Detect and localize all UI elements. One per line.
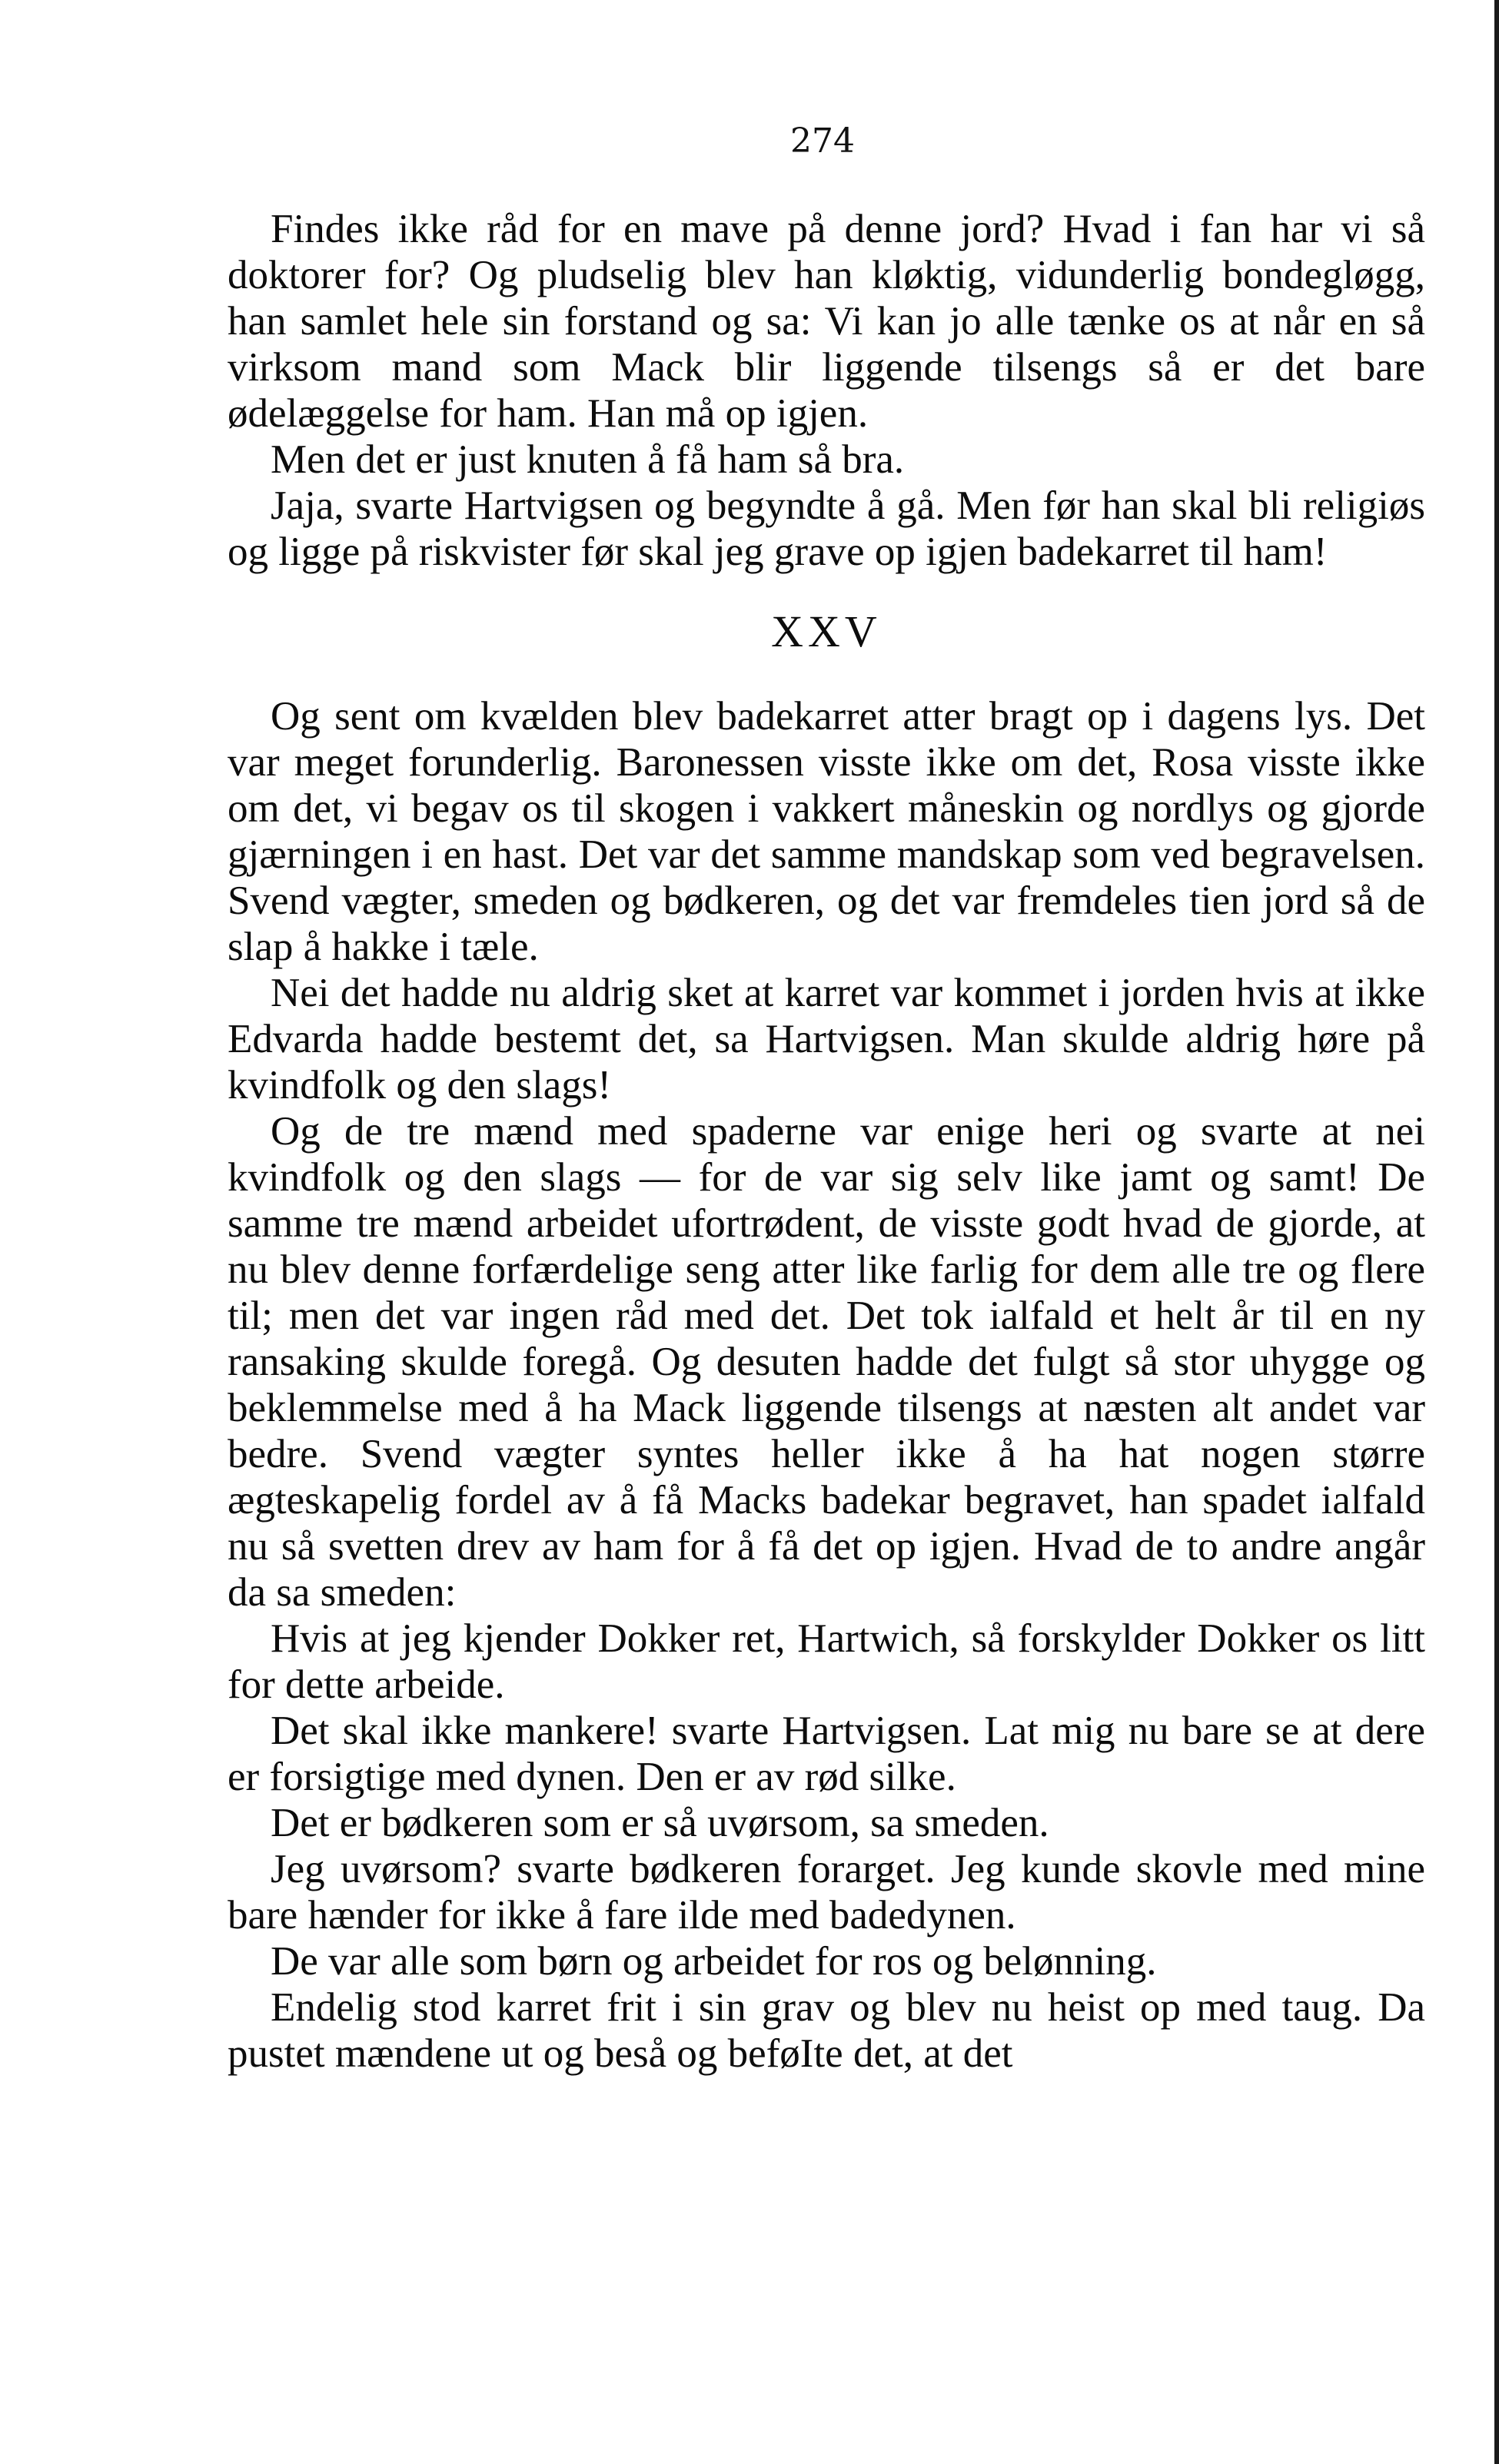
paragraph: De var alle som børn og arbeidet for ros og belønning.	[271, 1939, 1157, 1984]
chapter-heading: XXV	[771, 606, 882, 656]
paragraph: Det er bødkeren som er så uvørsom, sa smeden.	[271, 1801, 1049, 1845]
page-edge-shadow	[1494, 0, 1499, 2464]
paragraph: Men det er just knuten å få ham så bra.	[271, 437, 905, 482]
paragraph: Jaja, svarte Hartvigsen og begyndte å gå. Men før han skal bli religiøs og ligge på riskvister før skal jeg grave op igjen badekarret til ham!	[228, 483, 1425, 574]
paragraph: Endelig stod karret frit i sin grav og blev nu heist op med taug. Da pustet mændene ut og beså og beføIte det, at det	[228, 1985, 1425, 2076]
paragraph: Jeg uvørsom? svarte bødkeren forarget. Jeg kunde skovle med mine bare hænder for ikke å fare ilde med badedynen.	[228, 1847, 1425, 1938]
paragraph: Og sent om kvælden blev badekarret atter bragt op i dagens lys. Det var meget forunderlig. Baronessen visste ikke om det, Rosa visste ikke om det, vi begav os til skogen i vakkert måneskin og nordlys og gjorde gjærningen i en hast. Det var det samme mandskap som ved begravelsen. Svend vægter, smeden og bødkeren, og det var fremdeles tien jord så de slap å hakke i tæle.	[228, 694, 1425, 969]
paragraph: Hvis at jeg kjender Dokker ret, Hartwich, så forskylder Dokker os litt for dette arbeide.	[228, 1616, 1425, 1707]
paragraph: Det skal ikke mankere! svarte Hartvigsen. Lat mig nu bare se at dere er forsigtige med dynen. Den er av rød silke.	[228, 1709, 1425, 1799]
page-number: 274	[790, 121, 855, 161]
paragraph: Og de tre mænd med spaderne var enige heri og svarte at nei kvindfolk og den slags — for de var sig selv like jamt og samt! De samme tre mænd arbeidet ufortrødent, de visste godt hvad de gjorde, at nu blev denne forfærdelige seng atter like farlig for dem alle tre og flere til; men det var ingen råd med det. Det tok ialfald et helt år til en ny ransaking skulde foregå. Og desuten hadde det fulgt så stor uhygge og beklemmelse med å ha Mack liggende tilsengs at næsten alt andet var bedre. Svend vægter syntes heller ikke å ha hat nogen større ægteskapelig fordel av å få Macks badekar begravet, han spadet ialfald nu så svetten drev av ham for å få det op igjen. Hvad de to andre angår da sa smeden:	[228, 1109, 1425, 1615]
body-text	[228, 206, 1425, 2077]
paragraph: Nei det hadde nu aldrig sket at karret var kommet i jorden hvis at ikke Edvarda hadde bestemt det, sa Hartvigsen. Man skulde aldrig høre på kvindfolk og den slags!	[228, 971, 1425, 1107]
paragraph: Findes ikke råd for en mave på denne jord? Hvad i fan har vi så doktorer for? Og pludselig blev han kløktig, vidunderlig bondegløgg, han samlet hele sin forstand og sa: Vi kan jo alle tænke os at når en så virksom mand som Mack blir liggende tilsengs så er det bare ødelæggelse for ham. Han må op igjen.	[228, 207, 1425, 436]
